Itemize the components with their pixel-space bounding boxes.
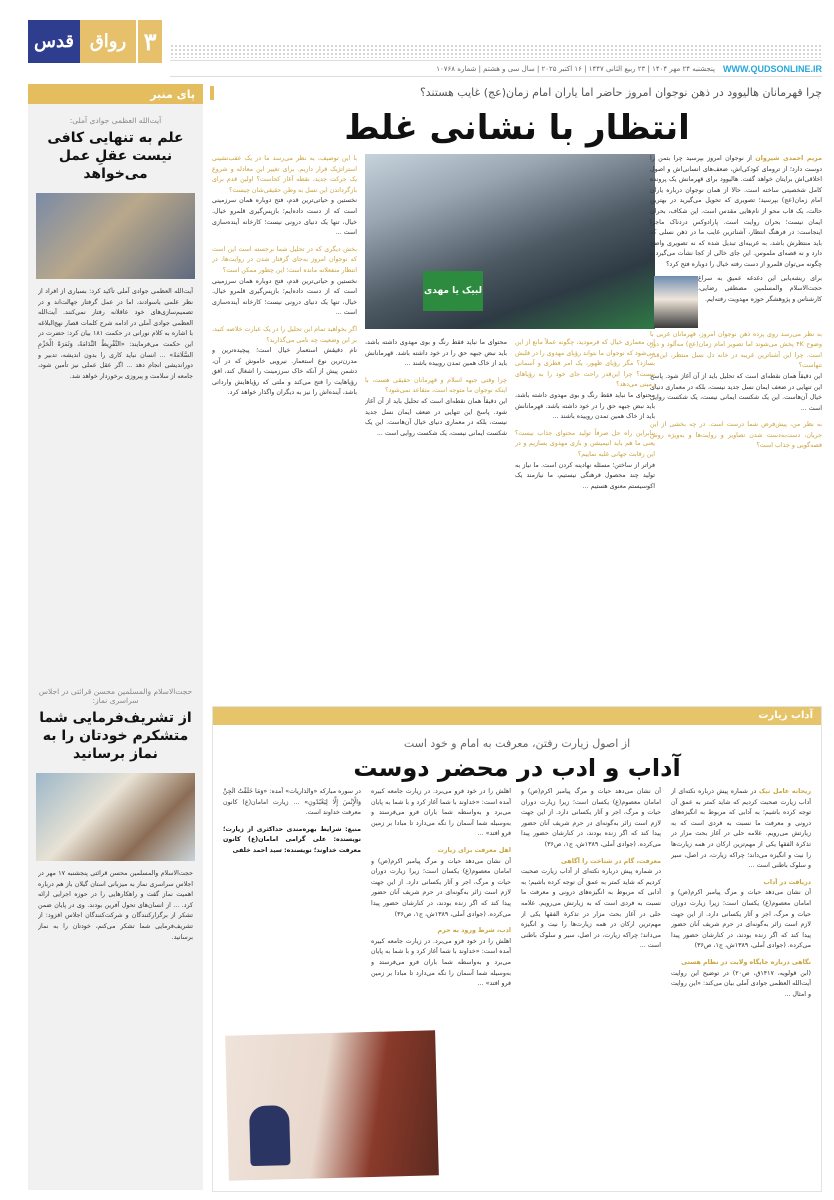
- intro-text: از نوجوان امروز بپرسید چرا بتمن را دوست دارد؛ از تروما‌ی کودکی‌اش، ضعف‌های انسانی‌اش و اصول اخلاقی‌اش برایتان خواهد گفت. هالیوود برای قهرمانش یک پرونده کامل شخصیتی ساخته است. حالا از همان نوجوان درباره یاران امام زمان(عج) بپرسید؛ تصویری که تحویل می‌گیرید در بهترین حالت، یک قاب محو از نام‌هایی مقدس است. این شکاف، بحران ایمان نیست؛ بحران روایت است. پارادوکس دردناک ماجرا اینجاست: در فرهنگ انتظار، آشناترین غایب ما در ذهن نسلی که باید منتظرش باشد، به غریبه‌ای تبدیل شده که نه تصویری واضح دارد و نه قصه‌ای ملموس. این جای خالی از کجا نشأت می‌گیرد و چگونه می‌توان قلمرو از دست رفته خیال را دوباره فتح کرد؟: [650, 155, 822, 268]
- adab-col3-cont2: اهلش را در خود فرو می‌برد. در زیارت جامعه کبیره آمده است: «خداوند با شما آغاز کرد و با شما به پایان می‌برد و به‌واسطه شما باران فرو می‌فرستد و به‌وسیله شما آسمان را نگه می‌دارد تا مبادا بر زمین فرو افتد» ...: [371, 937, 511, 988]
- question-8: اگر بخواهید تمام این تحلیل را در یک عبارت خلاصه کنید، بر این وضعیت چه نامی می‌گذارید؟: [212, 325, 357, 344]
- story1-title[interactable]: علم به تنهایی کافی نیست عقلِ عمل می‌خواهد: [47, 130, 184, 182]
- adab-ziarat-article: [212, 706, 822, 1192]
- question-3: با این توصیف، به نظر می‌رسد ما در یک عقب‌نشینی استراتژیک قرار داریم. برای تغییر این معادله و شروع یک حرکت جدید، نقطه آغاز کجاست؟ اولین قدم برای بازگرداندن این نسل به وطن حقیقی‌شان چیست؟: [212, 155, 357, 194]
- adab-col-1: [671, 787, 811, 1183]
- logo-quds: قدس: [28, 20, 80, 63]
- adab-col2-text: آن نشان می‌دهد حیات و مرگ پیامبر اکرم(ص) و امامان معصوم(ع) یکسان است؛ زیرا زیارت دوران حیات و مرگ، اجر و آثار یکسانی دارد. از این جهت لازم است زائر به‌گونه‌ای در حرم شریف آنان حضور پیدا کند که اگر زنده بودند، در کنارشان حضور پیدا می‌کرده. (جوادی آملی، ۱۳۸۹ش، ج۱، ص۳۶): [521, 788, 661, 848]
- story2-photo: [36, 773, 195, 861]
- adab-closing: (ابن قولویه، ۱۴۱۷ق، ص۲۰) در توضیح این روایت آیت‌الله العظمی جوادی آملی بیان می‌کند: «این روایت و امثال ...: [671, 969, 811, 998]
- sidebar-section-label: پای منبر: [28, 84, 203, 104]
- adab-col-2: [521, 787, 661, 1183]
- crowd-photo: [365, 154, 655, 329]
- story2-body: حجت‌الاسلام والمسلمین محسن قرائتی پنجشنبه ۱۷ مهر در اجلاس سراسری نماز به میزبانی استان گیلان باز هم درباره اهمیت نماز گفت و راهکارهایی را در حوزه اجرایی ارائه کرد. ... از انسان‌های تحول آفرین بودند. وی در پایان ضمن تشکر از برگزارکنندگان و شرکت‌کنندگان اجلاس افزود: از تشریف‌فرمایی شما تشکر می‌کنم، خودتان را به نماز برسانید.: [38, 870, 193, 941]
- main-col-right: [650, 154, 822, 694]
- newspaper-logo[interactable]: [28, 20, 136, 63]
- answer-7: فراتر از ساختن؛ مسئله نهادینه کردن است. ما نیاز به تولید چند محصول فرهنگی نیستیم، ما نیازمند یک اکوسیستم معنوی هستیم ...: [515, 461, 655, 490]
- masthead: [0, 0, 834, 74]
- question-6: چرا وقتی جبهه اسلام و قهرمانان حقیقی هست، با اینکه نوجوان ما متوجه است، متقاعد نمی‌شود؟: [365, 376, 507, 395]
- answer-1-cont: این دقیقاً همان نقطه‌ای است که تحلیل باید از آن آغاز شود. پاسخ این تنهایی در ضعف ایمان نسل جدید نیست، بلکه در معماری دنیای خیال آن‌هاست. این یک شکست ایمانی نیست، یک شکست روایی است ...: [365, 397, 507, 437]
- adab-col-1-cont: آن نشان می‌دهد حیات و مرگ پیامبر اکرم(ص) و امامان معصوم(ع) یکسان است؛ زیرا زیارت دوران حیات و مرگ، اجر و آثار یکسانی دارد. از این جهت لازم است زائر به‌گونه‌ای در حرم شریف آنان حضور پیدا کند که اگر زنده بودند، در کنارشان حضور پیدا می‌کرده. (جوادی آملی، ۱۳۸۹ش، ج۱، ص۳۶): [671, 889, 811, 950]
- page-number: ۳: [138, 20, 162, 63]
- adab-col3-cont: آن نشان می‌دهد حیات و مرگ پیامبر اکرم(ص) و امامان معصوم(ع) یکسان است؛ زیرا زیارت دوران حیات و مرگ، اجر و آثار یکسانی دارد. از این جهت لازم است زائر به‌گونه‌ای در حرم شریف آنان حضور پیدا کند که اگر زنده بودند، در کنارشان حضور پیدا می‌کرده. (جوادی آملی، ۱۳۸۹ش، ج۱، ص۳۶): [371, 857, 511, 918]
- question-2: به نظر من، پیش‌فرض شما درست است. در چه بخشی از این جریان، دست‌به‌دست شدن تصاویر و روایت‌ها و به‌ویژه روش قصه‌گویی و جذاب است؟: [650, 421, 822, 450]
- interviewee-photo: [654, 276, 698, 328]
- main-kicker: چرا قهرمانان هالیوود در ذهن نوجوان امروز حاضر اما یاران امام زمان(عج) غایب هستند؟: [419, 86, 822, 99]
- answer-3-cont: نخستین و حیاتی‌ترین قدم، فتح دوباره همان سرزمینی است که از دست داده‌ایم؛ بازپس‌گیری قلمرو خیال. خیال، تنها یک دنیای درونی نیست؛ کارخانه آینده‌سازی است ...: [212, 277, 357, 317]
- answer-8: نام دقیقش استعمار خیال است؛ پیچیده‌ترین و مدرن‌ترین نوع استعمار. نیرویی خاموش که در آن، دشمن پیش از آنکه خاک سرزمینت را اشغال کند، افق رؤیاهایت را فتح می‌کند و ملتی که رؤیاهایش وارداتی باشد، آینده‌اش را نیز به دیگران واگذار خواهد کرد.: [212, 347, 357, 397]
- question-7: بنابراین راه حل صرفاً تولید محتوای جذاب نیست؟ یعنی ما هم باید انیمیشن و بازی مهدوی بسازیم و در این رقابت جهانی غلبه نماییم؟: [515, 429, 655, 458]
- story1-subtitle: آیت‌الله العظمی جوادی آملی:: [69, 116, 162, 125]
- sidebar-pay-e-menbar: [28, 84, 203, 1190]
- main-col-mid-right: [515, 338, 655, 694]
- question-5: این معماری خیال که فرمودید، چگونه عملاً مانع از این می‌شود که نوجوان ما بتواند رؤیای مهدوی را در قلبش بسازد؟ مگر رؤیای ظهور، یک امر فطری و آسمانی نیست؟ چرا این‌قدر راحت جای خود را به رؤیاهای زمینی می‌دهد؟: [515, 339, 655, 389]
- adab-subhead-6: نگاهی درباره جایگاه ولایت در نظام هستی: [681, 958, 811, 966]
- adab-subhead-2: اهل معرفت برای زیارت: [437, 846, 511, 854]
- interviewee-text: برای ریشه‌یابی این دغدغه عمیق به سراغ حجت‌الاسلام والمسلمین مصطفی رضایی، کارشناس و پژوهشگر حوزه مهدویت رفته‌ایم.: [698, 274, 822, 303]
- story2-title[interactable]: از تشریف‌فرمایی شما متشکرم خودتان را به نماز برسانید: [39, 710, 192, 762]
- adab-col2-cont: در شماره پیش درباره نکته‌ای از آداب زیارت صحبت کردیم که شاید کمتر به عمق آن توجه کرده باشیم؛ به آدابی که مربوط به انگیزه‌های درونی و معرفت ما نسبت به فردی است که به زیارتش می‌رویم. علامه حلی در آغاز بحث مزار در تذکرة الفقها یکی از مهم‌ترین ارکان در همه زیارت‌ها را نیت و انگیزه می‌داند؛ چراکه زیارت، در اصل، سیر و سلوک باطنی است ...: [521, 868, 661, 950]
- website-link[interactable]: WWW.QUDSONLINE.IR: [723, 63, 822, 74]
- question-1: به نظر می‌رسد روی پرده ذهن نوجوان امروز، قهرمانان غربی با وضوح ۴K پخش می‌شوند اما تصویر امام زمان(عج) مه‌آلود و دور است. چرا این آشنا‌ترین غریبه در خانه دل نسل منتظر، این‌قدر تنهاست؟: [650, 330, 822, 370]
- praying-woman-figure: [249, 1105, 291, 1166]
- story1-body: آیت‌الله العظمی جوادی آملی تأکید کرد: بسیاری از افراد از نظر علمی باسوادند، اما در عمل گرفتار جهالت‌اند و در تصمیم‌سازی‌های خود عاقلانه رفتار نمی‌کنند. آیت‌الله العظمی جوادی آملی در ادامه شرح کلمات قصار نهج‌البلاغه با اشاره به کلام نورانی در حکمت ۱۸۱ بیان کرد: حضرت در این حکمت می‌فرمایند: «التَّفْرِیطُ النَّدَامَةُ، وَثَمَرَةُ الْحَزْمِ السَّلَامَةُ» ... انسان نباید کاری را بدون اندیشه، تدبیر و دوراندیشی انجام دهد ... اگر عقل عملی نیز تأمین شود، جامعه از سلامت و پیروزی برخوردار خواهد شد.: [38, 288, 193, 380]
- adab-col3-text: اهلش را در خود فرو می‌برد. در زیارت جامعه کبیره آمده است: «خداوند با شما آغاز کرد و با شما به پایان می‌برد و به‌واسطه شما باران فرو می‌فرستد و به‌وسیله شما آسمان را نگه می‌دارد تا مبادا بر زمین فرو افتد» ...: [371, 788, 511, 838]
- dotted-divider: [170, 44, 822, 58]
- section-label-adab: آداب زیارت: [213, 707, 821, 725]
- adab-headline[interactable]: آداب و ادب در محضر دوست: [353, 754, 681, 782]
- answer-1: این دقیقاً همان نقطه‌ای است که تحلیل باید از آن آغاز شود. پاسخ این تنهایی در ضعف ایمان نسل جدید نیست، بلکه در معماری دنیای خیال آن‌هاست. این یک شکست ایمانی نیست، یک شکست روایی است ...: [650, 372, 822, 412]
- story1-photo: [36, 193, 195, 279]
- adab-source-note: منبع: شرایط بهره‌مندی حداکثری از زیارت؛ نویسنده: علی گرامی امامان(ع) کانون معرفت خداوند؛ نویسنده: سید احمد خلفی: [223, 825, 361, 854]
- dateline-bar: [170, 60, 822, 77]
- adab-kicker: از اصول زیارت رفتن، معرفت به امام و خود است: [403, 737, 631, 750]
- main-col-mid-left: [365, 338, 507, 694]
- adab-subhead-1: معرفت، گام در شناخت را آگاهی: [560, 857, 661, 865]
- adab-subhead-3: ادب، شرط ورود به حرم: [437, 927, 511, 935]
- byline: مریم احمدی شیروان: [755, 155, 822, 162]
- issue-date: پنجشنبه ۲۴ مهر ۱۴۰۴ | ۲۳ ربیع الثانی ۱۴۴۷ | ۱۶ اکتبر ۲۰۲۵ | سال سی و هشتم | شماره ۱۰۷۶۸: [436, 64, 715, 73]
- adab-byline: ریحانه عامل نیک: [758, 788, 811, 795]
- answer-5: محتوای ما نباید فقط رنگ و بوی مهدوی داشته باشد، باید نبض جبهه حق را در خود داشته باشد. قهرمانانش باید از خاک همین تمدن روییده باشند ...: [515, 391, 655, 421]
- logo-ravaq: رواق: [80, 20, 136, 63]
- adab-col4-text: در سوره مبارکه «والذاریات» آمده: «وَمَا خَلَقْتُ الْجِنَّ وَالْإِنْسَ إِلَّا لِيَعْبُدُونِ» ... زیارت امامان(ع) کانون معرفت خداوند است.: [223, 788, 361, 817]
- adab-intro: در شماره پیش درباره نکته‌ای از آداب زیارت صحبت کردیم که شاید کمتر به عمق آن توجه کرده باشیم؛ به آدابی که مربوط به انگیزه‌های درونی و معرفت ما نسبت به فردی است که به زیارتش می‌رویم. علامه حلی در آغاز بحث مزار در تذکرة الفقها یکی از مهم‌ترین ارکان در همه زیارت‌ها را نیت و انگیزه می‌داند؛ چراکه زیارت، در اصل، سیر و سلوک باطنی است ...: [671, 788, 811, 870]
- answer-5-cont: محتوای ما نباید فقط رنگ و بوی مهدوی داشته باشد، باید نبض جبهه حق را در خود داشته باشد. قهرمانانش باید از خاک همین تمدن روییده باشند ...: [365, 339, 507, 368]
- answer-3: نخستین و حیاتی‌ترین قدم، فتح دوباره همان سرزمینی است که از دست داده‌ایم؛ بازپس‌گیری قلمرو خیال. خیال، تنها یک دنیای درونی نیست؛ کارخانه آینده‌سازی است ...: [212, 197, 357, 237]
- adab-col-4: [223, 787, 361, 1027]
- main-col-left: [212, 154, 357, 694]
- adab-subhead-5: دریافت در آداب: [763, 878, 811, 886]
- story2-subtitle: حجت‌الاسلام والمسلمین محسن قرائتی در اجلاس سراسری نماز:: [38, 687, 193, 705]
- prayer-photo: [225, 1030, 439, 1180]
- photo-sign: لبیک یا مهدی: [423, 271, 483, 311]
- question-4: بخش دیگری که در تحلیل شما برجسته است این است که نوجوان امروز به‌جای گرفتار شدن در روایت‌ها، در انتظار منفعلانه مانده است؛ این چطور ممکن است؟: [212, 245, 357, 274]
- main-headline[interactable]: انتظار با نشانی غلط: [344, 108, 690, 148]
